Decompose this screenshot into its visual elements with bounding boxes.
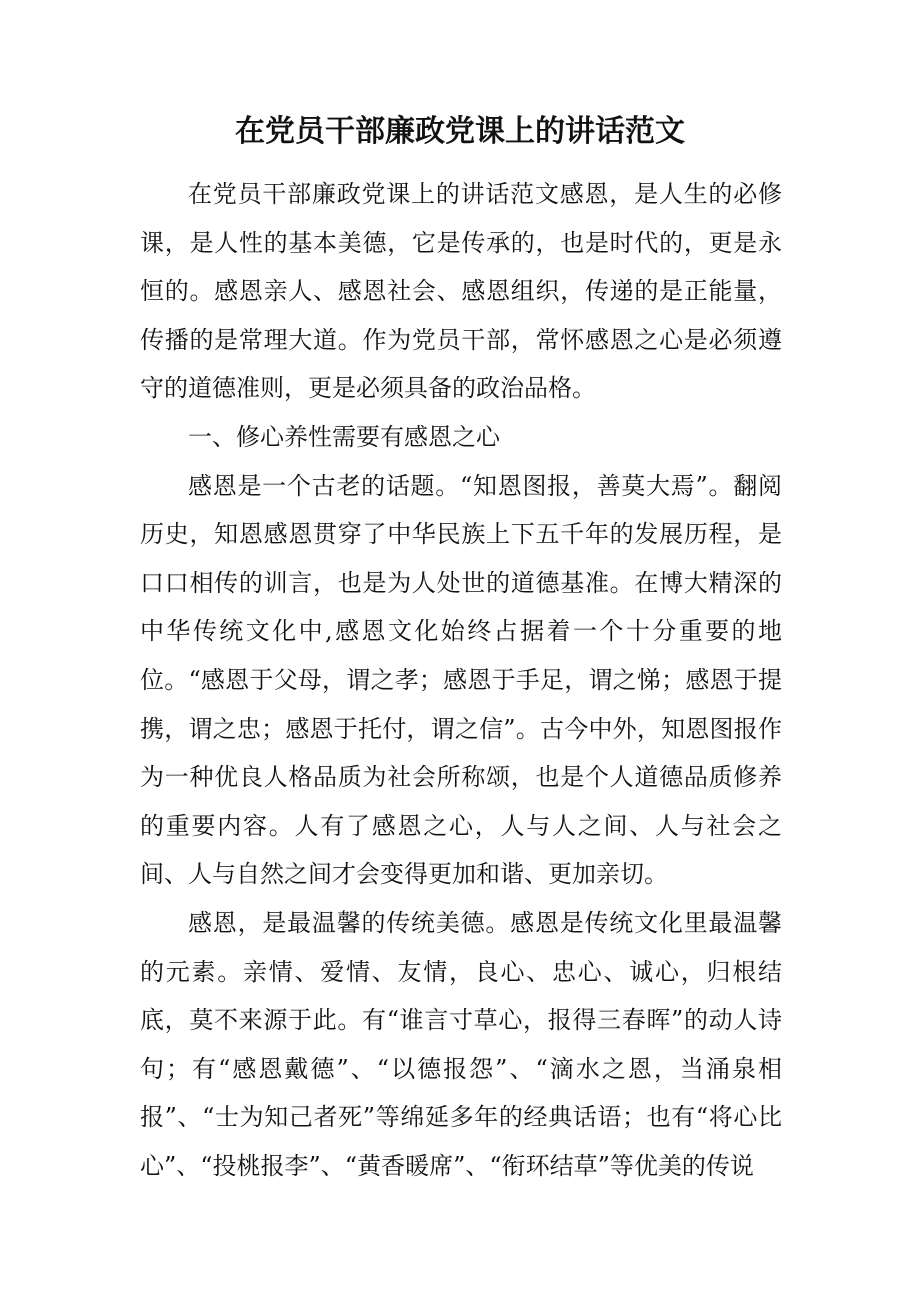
section-heading-1: 一、修心养性需要有感恩之心 (188, 422, 500, 451)
paragraph-intro: 在党员干部廉政党课上的讲话范文感恩，是人生的必修课，是人性的基本美德，它是传承的，也是时代的，更是永恒的。感恩亲人、感恩社会、感恩组织，传递的是正能量，传播的是常理大道。作为党员干部，常怀感恩之心是必须遵守的道德准则，更是必须具备的政治品格。 (140, 180, 782, 403)
paragraph-gratitude-history: 感恩是一个古老的话题。“知恩图报，善莫大焉”。翻阅历史，知恩感恩贯穿了中华民族上下五千年的发展历程，是口口相传的训言，也是为人处世的道德基准。在博大精深的中华传统文化中,感恩文化始终占据着一个十分重要的地位。“感恩于父母，谓之孝；感恩于手足，谓之悌；感恩于提携，谓之忠；感恩于托付，谓之信”。古今中外，知恩图报作为一种优良人格品质为社会所称颂，也是个人道德品质修养的重要内容。人有了感恩之心，人与人之间、人与社会之间、人与自然之间才会变得更加和谐、更加亲切。 (140, 471, 782, 889)
paragraph-gratitude-virtue: 感恩，是最温馨的传统美德。感恩是传统文化里最温馨的元素。亲情、爱情、友情，良心、忠心、诚心，归根结底，莫不来源于此。有“谁言寸草心，报得三春晖”的动人诗句；有“感恩戴德”、“以德报怨”、“滴水之恩，当涌泉相报”、“士为知己者死”等绵延多年的经典话语；也有“将心比心”、“投桃报李”、“黄香暖席”、“衔环结草”等优美的传说 (140, 908, 782, 1180)
document-body (140, 170, 782, 1190)
document-title: 在党员干部廉政党课上的讲话范文 (235, 114, 685, 149)
